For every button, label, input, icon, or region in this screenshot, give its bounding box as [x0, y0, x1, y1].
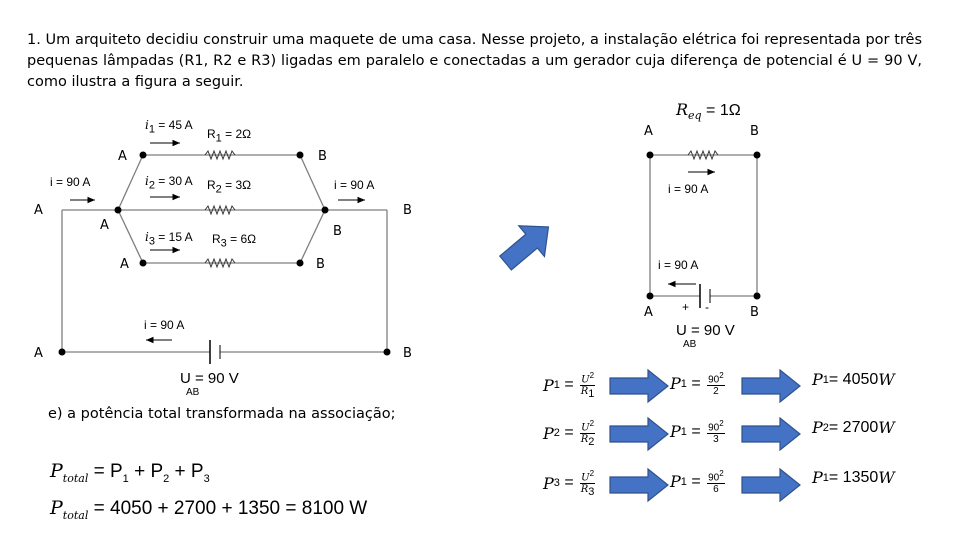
left-voltage-sub: AB: [186, 387, 200, 398]
battery-minus: -: [705, 300, 709, 314]
req-label: $R_{eq} = 1\Omega$: [676, 100, 741, 123]
right-voltage-sub: AB: [683, 339, 697, 350]
power-formula-2: P 2 = $\frac{U^2}{R2}$: [543, 419, 595, 449]
node-a-low: A: [120, 257, 129, 272]
battery-plus: +: [682, 300, 690, 314]
right-node-a-top: A: [644, 124, 653, 139]
branch3-resistance-label: R3 = 6Ω: [212, 232, 257, 250]
node-b-right: B: [403, 203, 412, 218]
node-b-top: B: [318, 149, 327, 164]
right-nodes: [647, 152, 761, 300]
node-a-bottom: A: [34, 346, 43, 361]
branch2-resistance-label: R2 = 3Ω: [207, 178, 252, 196]
node-a-top: A: [118, 149, 127, 164]
right-circuit-wires: [650, 155, 757, 296]
total-current-left-label: i = 90 A: [50, 175, 91, 189]
power-result-2: P 2 = 2700 W: [812, 418, 895, 437]
ptotal-formula: $P_{total} = P_1 + P_2 + P_3$: [50, 460, 210, 485]
power-substitution-2: P 1 = $\frac{90^2}{3}$: [670, 419, 724, 446]
branch1-resistance-label: R1 = 2Ω: [207, 127, 252, 145]
right-node-b-top: B: [750, 124, 759, 139]
node-a-left: A: [34, 203, 43, 218]
left-battery: [210, 340, 220, 364]
right-voltage-label: U = 90 V: [676, 322, 735, 339]
power-result-3: P 1 = 1350 W: [812, 468, 895, 487]
branch2-current-label: i2 = 30 A: [145, 174, 193, 192]
node-b-low: B: [316, 257, 325, 272]
ptotal-sum: $P_{total} = 4050 + 2700 + 1350 = 8100$ W: [50, 497, 368, 522]
power-formula-1: P 1 = $\frac{U^2}{R1}$: [543, 371, 595, 401]
branch1-current-label: i1 = 45 A: [145, 118, 193, 136]
power-formula-3: P 3 = $\frac{U^2}{R3}$: [543, 469, 595, 499]
power-substitution-3: P 1 = $\frac{90^2}{6}$: [670, 469, 724, 496]
bottom-current-label: i = 90 A: [144, 318, 185, 332]
node-b-mid: B: [333, 224, 342, 239]
item-e-text: e) a potência total transformada na associação;: [48, 406, 396, 422]
right-node-a-bottom: A: [644, 305, 653, 320]
right-top-current-label: i = 90 A: [668, 182, 709, 196]
left-voltage-label: U = 90 V: [180, 370, 239, 387]
big-arrow-icon: [493, 212, 562, 279]
question-text: 1. Um arquiteto decidiu construir uma maquete de uma casa. Nesse projeto, a instalação elétrica foi representada por três pequenas lâmpadas (R1, R2 e R3) ligadas em paralelo e conectadas a um gerador cuja diferença de potencial é U = 90 V, como ilustra a figura a seguir.: [27, 32, 922, 90]
branch3-current-label: i3 = 15 A: [145, 230, 193, 248]
right-node-b-bottom: B: [750, 305, 759, 320]
power-result-1: P 1 = 4050 W: [812, 370, 895, 389]
right-mid-current-label: i = 90 A: [658, 258, 699, 272]
node-b-bottom: B: [403, 346, 412, 361]
power-substitution-1: P 1 = $\frac{90^2}{2}$: [670, 371, 724, 398]
node-a-mid: A: [100, 218, 109, 233]
total-current-right-label: i = 90 A: [334, 178, 375, 192]
